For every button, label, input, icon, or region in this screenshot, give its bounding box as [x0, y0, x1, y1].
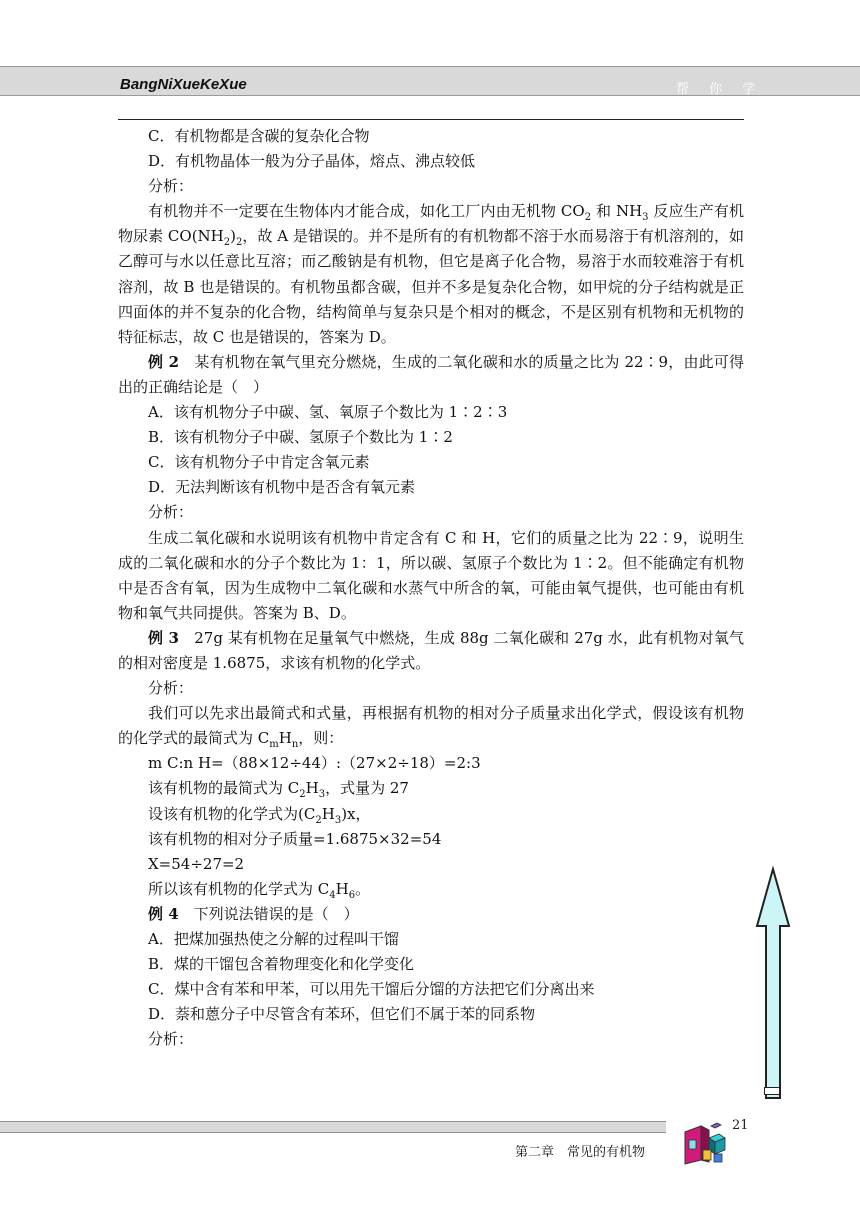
page-content: [118, 124, 744, 1052]
example-2-analysis-label: 分析：: [148, 503, 194, 522]
example-3: 例 3 27g 某有机物在足量氧气中燃烧，生成 88g 二氧化碳和 27g 水，此有机物对氧气的相对密度是 1.6875，求该有机物的化学式。: [118, 628, 744, 672]
example-4-option-c: C．煤中含有苯和甲苯，可以用先干馏后分馏的方法把它们分离出来: [148, 980, 595, 999]
example-4-option-b: B．煤的干馏包含着物理变化和化学变化: [148, 955, 415, 974]
up-arrow-icon[interactable]: [754, 866, 792, 1100]
example-2-option-b: B．该有机物分子中碳、氢原子个数比为 1∶2: [148, 428, 453, 447]
example-3-label: 例 3: [148, 628, 179, 647]
example-3-analysis-label: 分析：: [148, 679, 194, 698]
calc-line-4: 该有机物的相对分子质量=1.6875×32=54: [148, 829, 442, 848]
square-icon[interactable]: [764, 1087, 780, 1095]
example-2-option-c: C．该有机物分子中肯定含氧元素: [148, 453, 370, 472]
example-3-analysis: 我们可以先求出最简式和式量，再根据有机物的相对分子质量求出化学式，假设该有机物的化学式的最简式为 $C_mH_n$，则：: [118, 704, 744, 751]
header-rule: [118, 119, 744, 120]
example-2-label: 例 2: [148, 352, 180, 371]
option-c: C．有机物都是含碳的复杂化合物: [148, 127, 370, 145]
example-4-label: 例 4: [148, 904, 179, 923]
example-2-analysis: 生成二氧化碳和水说明该有机物中肯定含有 C 和 H，它们的质量之比为 22∶9，说明生成的二氧化碳和水的分子个数比为 1：1，所以碳、氢原子个数比为 1∶2。但不能确定有机物中是否含有氧，因为生成物中二氧化碳和水蒸气中所含的氧，可能由氧气提供，也可能由有机物和氧气共同提供。答案为 B、D。: [118, 528, 744, 622]
option-d: D．有机物晶体一般为分子晶体，熔点、沸点较低: [148, 152, 476, 171]
example-2: 例 2 某有机物在氧气里充分燃烧，生成的二氧化碳和水的质量之比为 22∶9，由此可得出的正确结论是（ ）: [118, 352, 744, 396]
analysis-label: 分析：: [148, 177, 194, 196]
calc-line-6: 所以该有机物的化学式为 $C_4H_6$。: [148, 879, 371, 901]
book-blocks-logo: [681, 1120, 727, 1166]
calc-line-1: m C:n H=（88×12÷44）:（27×2÷18）=2:3: [148, 754, 481, 773]
page-number: 21: [732, 1118, 749, 1133]
analysis-paragraph: 有机物并不一定要在生物体内才能合成，如化工厂内由无机物 $CO_2$ 和 $NH_3$ 反应生产有机物尿素 $CO(NH_2)_2$，故 A 是错误的。并不是所有的有机物都不溶于水而易溶于有机溶剂的，如乙醇可与水以任意比互溶；而乙酸钠是有机物，但它是离子化合物，易溶于水而较难溶于有机溶剂，故 B 也是错误的。有机物虽都含碳，但并不多是复杂化合物，如甲烷的分子结构就是正四面体的并不复杂的化合物，结构简单与复杂只是个相对的概念，不是区别有机物和无机物的特征标志，故 C 也是错误的，答案为 D。: [118, 202, 744, 346]
example-4-analysis-label: 分析：: [148, 1030, 194, 1049]
header-brand: BangNiXueKeXue: [120, 76, 247, 93]
example-2-option-d: D．无法判断该有机物中是否含有氧元素: [148, 478, 416, 497]
header-right-text: 帮 你 学: [676, 82, 764, 97]
footer-band: [0, 1121, 666, 1133]
example-4: 例 4 下列说法错误的是（ ）: [148, 904, 359, 923]
chapter-label: 第二章 常见的有机物: [515, 1145, 646, 1160]
example-2-option-a: A．该有机物分子中碳、氢、氧原子个数比为 1∶2∶3: [148, 403, 508, 422]
calc-line-2: 该有机物的最简式为 $C_2H_3$，式量为 27: [148, 779, 409, 801]
calc-line-3: 设该有机物的化学式为$(C_2H_3)x$，: [148, 804, 371, 826]
calc-line-5: X=54÷27=2: [148, 854, 245, 873]
example-4-option-d: D．萘和蒽分子中尽管含有苯环，但它们不属于苯的同系物: [148, 1005, 536, 1024]
example-4-option-a: A．把煤加强热使之分解的过程叫干馏: [148, 930, 399, 948]
